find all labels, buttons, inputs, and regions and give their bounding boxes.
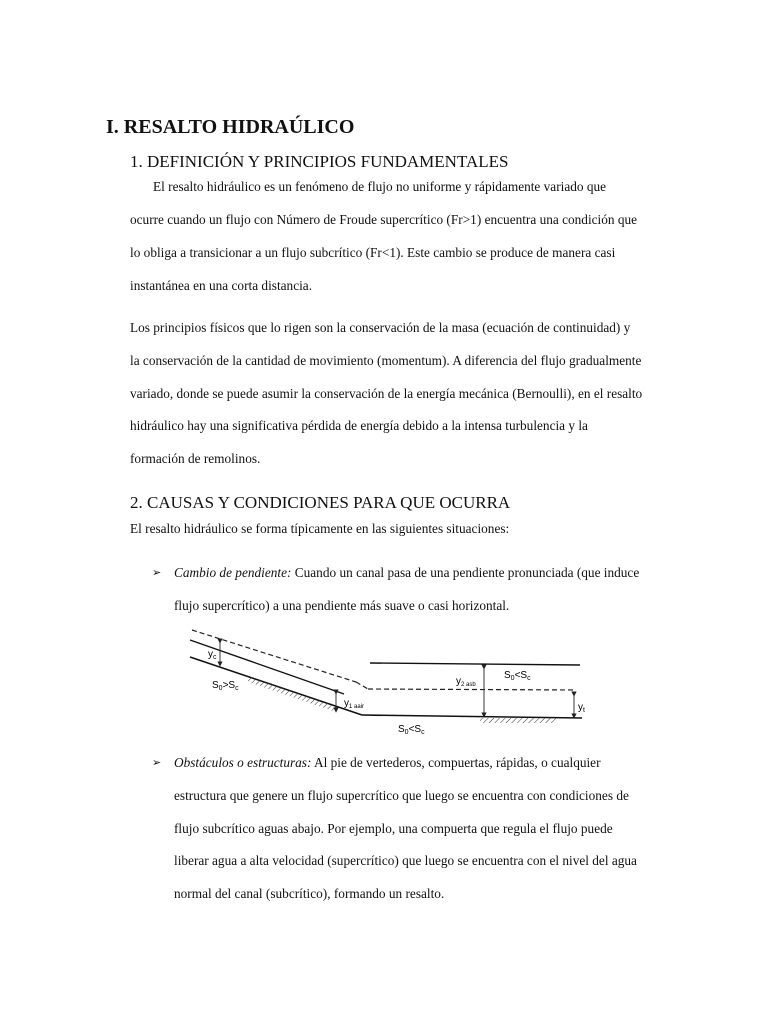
- bed-hatching-steep: [248, 676, 336, 712]
- bed-hatching-mild: [480, 718, 556, 723]
- critical-depth-label: $y_c$: [208, 649, 217, 661]
- critical-depth-line-downstream: [368, 689, 576, 690]
- list-item-2-term: Obstáculos o estructuras:: [174, 755, 312, 770]
- conjugate-depth-label: $y_{2 asb}$: [456, 676, 476, 688]
- critical-depth-line-upstream: [192, 630, 356, 682]
- critical-depth-line-transition: [356, 682, 368, 689]
- paragraph-1-line: El resalto hidráulico es un fenómeno de flujo no uniforme y rápidamente variado que: [153, 179, 607, 194]
- downstream-water-surface: [370, 663, 580, 665]
- document-title: I. RESALTO HIDRAÚLICO: [106, 116, 355, 138]
- list-item-2-line: liberar agua a alta velocidad (supercrítico) que luego se encuentra con el nivel del agua: [174, 853, 637, 868]
- list-item-2-text: Al pie de vertederos, compuertas, rápidas, o cualquier: [311, 755, 601, 770]
- section-2-intro: El resalto hidráulico se forma típicamente en las siguientes situaciones:: [130, 521, 510, 536]
- list-item-2-line: normal del canal (subcrítico), formando un resalto.: [174, 886, 445, 901]
- mild-slope-label-upper: $S_0<S_c$: [504, 670, 531, 682]
- list-item-2-line: [174, 755, 601, 771]
- section-2-heading: 2. CAUSAS Y CONDICIONES PARA QUE OCURRA: [130, 493, 511, 512]
- arrowhead-bullet-icon: ➢: [152, 567, 162, 579]
- list-item-1-line: flujo supercrítico) a una pendiente más suave o casi horizontal.: [174, 598, 510, 613]
- paragraph-2-line: la conservación de la cantidad de movimiento (momentum). A diferencia del flujo gradualmente: [130, 353, 642, 368]
- supercritical-depth-label: $y_{1 aair}$: [344, 698, 365, 710]
- mild-channel-bed: [362, 715, 582, 718]
- paragraph-1-line: lo obliga a transicionar a un flujo subcrítico (Fr<1). Este cambio se produce de manera casi: [130, 245, 616, 260]
- paragraph-2-line: Los principios físicos que lo rigen son la conservación de la masa (ecuación de continuidad) y: [130, 320, 631, 335]
- hydraulic-jump-diagram: [186, 624, 592, 744]
- paragraph-2-line: variado, donde se puede asumir la conservación de la energía mecánica (Bernoulli), en el resalto: [130, 386, 643, 401]
- list-item-2-line: flujo subcrítico aguas abajo. Por ejemplo, una compuerta que regula el flujo puede: [174, 821, 613, 836]
- section-1-heading: 1. DEFINICIÓN Y PRINCIPIOS FUNDAMENTALES: [130, 152, 509, 171]
- list-item-1-term: Cambio de pendiente:: [174, 565, 292, 580]
- steep-slope-label: $S_0>S_c$: [212, 680, 239, 692]
- list-item-1-line: [174, 565, 639, 581]
- tailwater-depth-label: $y_t$: [578, 702, 585, 714]
- arrowhead-bullet-icon: ➢: [152, 757, 162, 769]
- paragraph-2-line: formación de remolinos.: [130, 451, 261, 466]
- paragraph-1-line: instantánea en una corta distancia.: [130, 278, 313, 293]
- paragraph-2-line: hidráulico hay una significativa pérdida de energía debido a la intensa turbulencia y la: [130, 418, 588, 433]
- mild-slope-label-lower: $S_0<S_c$: [398, 724, 425, 736]
- paragraph-1-line: ocurre cuando un flujo con Número de Froude supercrítico (Fr>1) encuentra una condición que: [130, 212, 638, 227]
- list-item-2-line: estructura que genere un flujo supercrítico que luego se encuentra con condiciones de: [174, 788, 629, 803]
- list-item-1-text: Cuando un canal pasa de una pendiente pronunciada (que induce: [291, 565, 640, 580]
